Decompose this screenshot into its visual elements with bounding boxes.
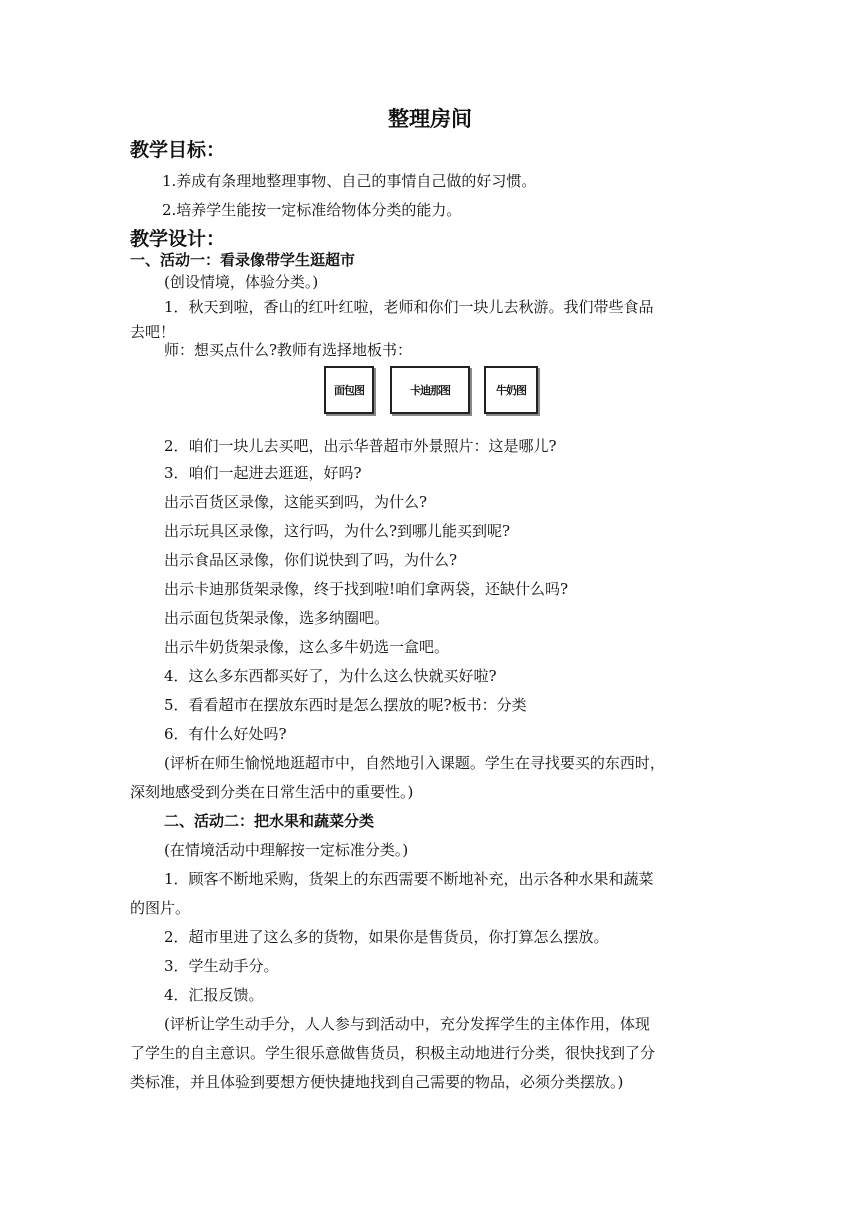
board-card-bread: 面包图 (324, 366, 374, 414)
activity2-step3: 3．学生动手分。 (164, 957, 279, 975)
video-line-5: 出示面包货架录像，选多纳圈吧。 (164, 609, 390, 627)
activity1-step3: 3．咱们一起进去逛逛，好吗? (164, 464, 362, 482)
board-card-milk: 牛奶图 (484, 366, 538, 414)
activity2-intro: (在情境活动中理解按一定标准分类。) (164, 841, 409, 859)
video-line-6: 出示牛奶货架录像，这么多牛奶选一盒吧。 (164, 638, 450, 656)
activity2-step1-line1: 1．顾客不断地采购，货架上的东西需要不断地补充，出示各种水果和蔬菜 (164, 870, 654, 888)
goal-item-1: 1.养成有条理地整理事物、自己的事情自己做的好习惯。 (162, 172, 537, 190)
activity2-comment-line2: 了学生的自主意识。学生很乐意做售货员，积极主动地进行分类，很快找到了分 (130, 1044, 656, 1062)
activity2-step4: 4．汇报反馈。 (164, 986, 264, 1004)
activity2-step2: 2．超市里进了这么多的货物，如果你是售货员，你打算怎么摆放。 (164, 928, 609, 946)
video-line-3: 出示食品区录像，你们说快到了吗，为什么? (164, 551, 458, 569)
goals-heading: 教学目标： (130, 139, 226, 161)
video-line-2: 出示玩具区录像，这行吗，为什么?到哪儿能买到呢? (164, 522, 511, 540)
activity1-step6: 6．有什么好处吗? (164, 725, 287, 743)
video-line-1: 出示百货区录像，这能买到吗，为什么? (164, 493, 428, 511)
goal-item-2: 2.培养学生能按一定标准给物体分类的能力。 (162, 201, 462, 219)
activity1-step1-line1: 1．秋天到啦，香山的红叶红啦，老师和你们一块儿去秋游。我们带些食品 (164, 298, 654, 316)
activity1-step1-line2: 去吧！ (130, 323, 176, 341)
design-heading: 教学设计： (130, 228, 226, 250)
activity2-step1-line2: 的图片。 (130, 899, 191, 917)
activity1-intro: (创设情境，体验分类。) (164, 273, 319, 291)
teacher-line: 师：想买点什么?教师有选择地板书： (164, 341, 413, 359)
activity1-comment-line1: (评析在师生愉悦地逛超市中，自然地引入课题。学生在寻找要买的东西时， (164, 754, 665, 772)
activity1-comment-line2: 深刻地感受到分类在日常生活中的重要性。) (130, 783, 414, 801)
activity2-comment-line1: (评析让学生动手分，人人参与到活动中，充分发挥学生的主体作用，体现 (164, 1015, 650, 1033)
activity1-step4: 4．这么多东西都买好了，为什么这么快就买好啦? (164, 667, 497, 685)
activity2-heading: 二、活动二：把水果和蔬菜分类 (164, 812, 375, 830)
activity1-step2: 2．咱们一块儿去买吧，出示华普超市外景照片：这是哪儿? (164, 437, 557, 455)
activity2-comment-line3: 类标准，并且体验到要想方便快捷地找到自己需要的物品，必须分类摆放。) (130, 1073, 624, 1091)
board-card-kadina: 卡迪那图 (390, 366, 470, 414)
video-line-4: 出示卡迪那货架录像，终于找到啦!咱们拿两袋，还缺什么吗? (164, 580, 569, 598)
activity1-heading: 一、活动一：看录像带学生逛超市 (130, 251, 356, 269)
activity1-step5: 5．看看超市在摆放东西时是怎么摆放的呢?板书：分类 (164, 696, 527, 714)
blackboard-cards (318, 362, 546, 420)
page-title: 整理房间 (388, 107, 472, 131)
